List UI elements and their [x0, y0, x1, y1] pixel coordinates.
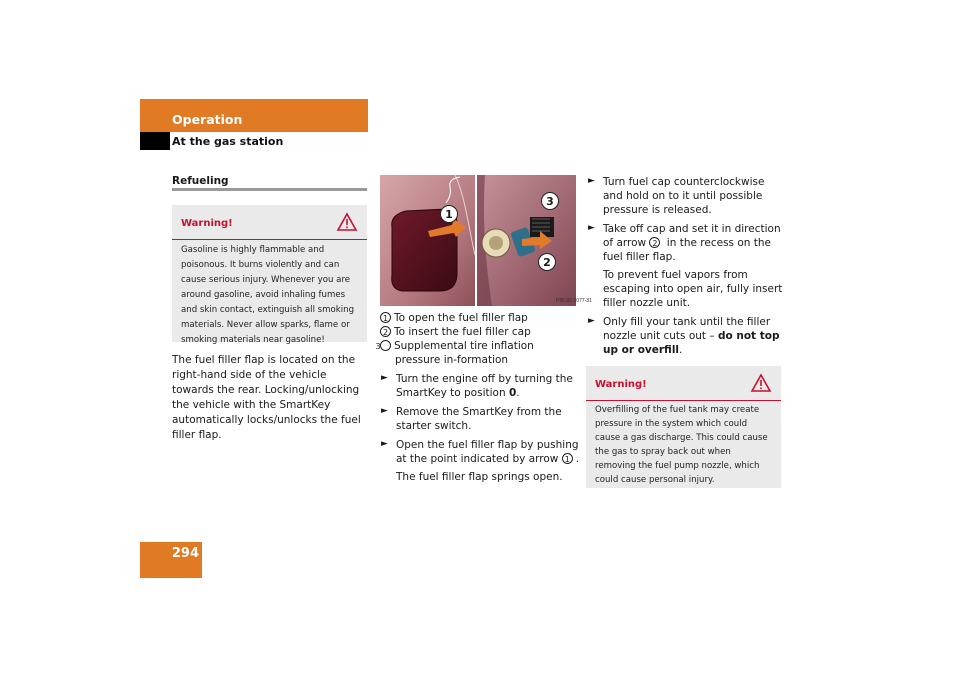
refueling-heading: Refueling	[172, 175, 229, 187]
callout-3: 3	[541, 192, 559, 210]
figure-code: P86.80-2077-31	[556, 298, 592, 304]
bullet-icon: ►	[588, 316, 595, 326]
step-take-off-cap: Take off cap and set it in direction of arrow 2 in the recess on the fuel filler flap.	[603, 223, 781, 263]
warning-text: Gasoline is highly flammable and poisonous. It burns violently and can cause serious injury. Whenever you are around gasoline, avoid inhaling fumes and skin contact, extinguish all smoking materials. Never allow sparks, flame or smoking materials near gasoline!	[181, 245, 355, 345]
section-title-header: Operation	[172, 112, 243, 127]
warning-box-overfilling	[586, 366, 781, 488]
legend-item: 2 To insert the fuel filler cap	[380, 325, 578, 339]
header-marker	[140, 132, 170, 150]
bullet-icon: ►	[588, 223, 595, 233]
subsection-title: At the gas station	[172, 135, 284, 148]
heading-rule	[172, 188, 367, 191]
warning-triangle-icon	[751, 373, 771, 393]
warning-text: Overfilling of the fuel tank may create pressure in the system which could cause a gas discharge. This could cause the gas to spray back out when removing the fuel pump nozzle, which could cause personal injury.	[595, 405, 768, 485]
warning-header	[586, 366, 781, 401]
step-open-flap: Open the fuel filler flap by pushing at the point indicated by arrow 1 .	[396, 439, 580, 465]
bullet-icon: ►	[381, 406, 388, 416]
step-remove-smartkey: Remove the SmartKey from the starter switch.	[396, 406, 562, 432]
bullet-icon: ►	[588, 176, 595, 186]
intro-paragraph: The fuel filler flap is located on the right-hand side of the vehicle towards the rear. Locking/unlocking the vehicle with the SmartKey automatically locks/unlocks the fuel filler flap.	[172, 354, 361, 441]
callout-1: 1	[440, 205, 458, 223]
warning-triangle-icon	[337, 212, 357, 232]
legend-item: 3 Supplemental tire inflation pressure in-formation	[375, 340, 534, 366]
bullet-icon: ►	[381, 373, 388, 383]
warning-title: Warning!	[181, 218, 233, 229]
warning-header	[172, 205, 367, 240]
step-turn-fuel-cap: Turn fuel cap counterclockwise and hold on to it until possible pressure is released.	[603, 176, 765, 216]
fuel-flap-figure	[380, 175, 592, 306]
page-number: 294	[171, 546, 199, 561]
legend-item: 1 To open the fuel filler flap	[380, 311, 578, 325]
step-fill-tank: Only fill your tank until the filler nozzle unit cuts out – do not top up or overfill.	[603, 316, 780, 356]
figure-legend	[375, 311, 578, 367]
note-flap-springs: The fuel filler flap springs open.	[396, 471, 563, 483]
step-turn-engine-off: Turn the engine off by turning the SmartKey to position 0.	[396, 373, 573, 399]
warning-title: Warning!	[595, 379, 647, 390]
bullet-icon: ►	[381, 439, 388, 449]
warning-box-gasoline	[172, 205, 367, 345]
callout-2: 2	[538, 253, 556, 271]
note-fuel-vapors: To prevent fuel vapors from escaping into open air, fully insert filler nozzle unit.	[603, 269, 783, 309]
